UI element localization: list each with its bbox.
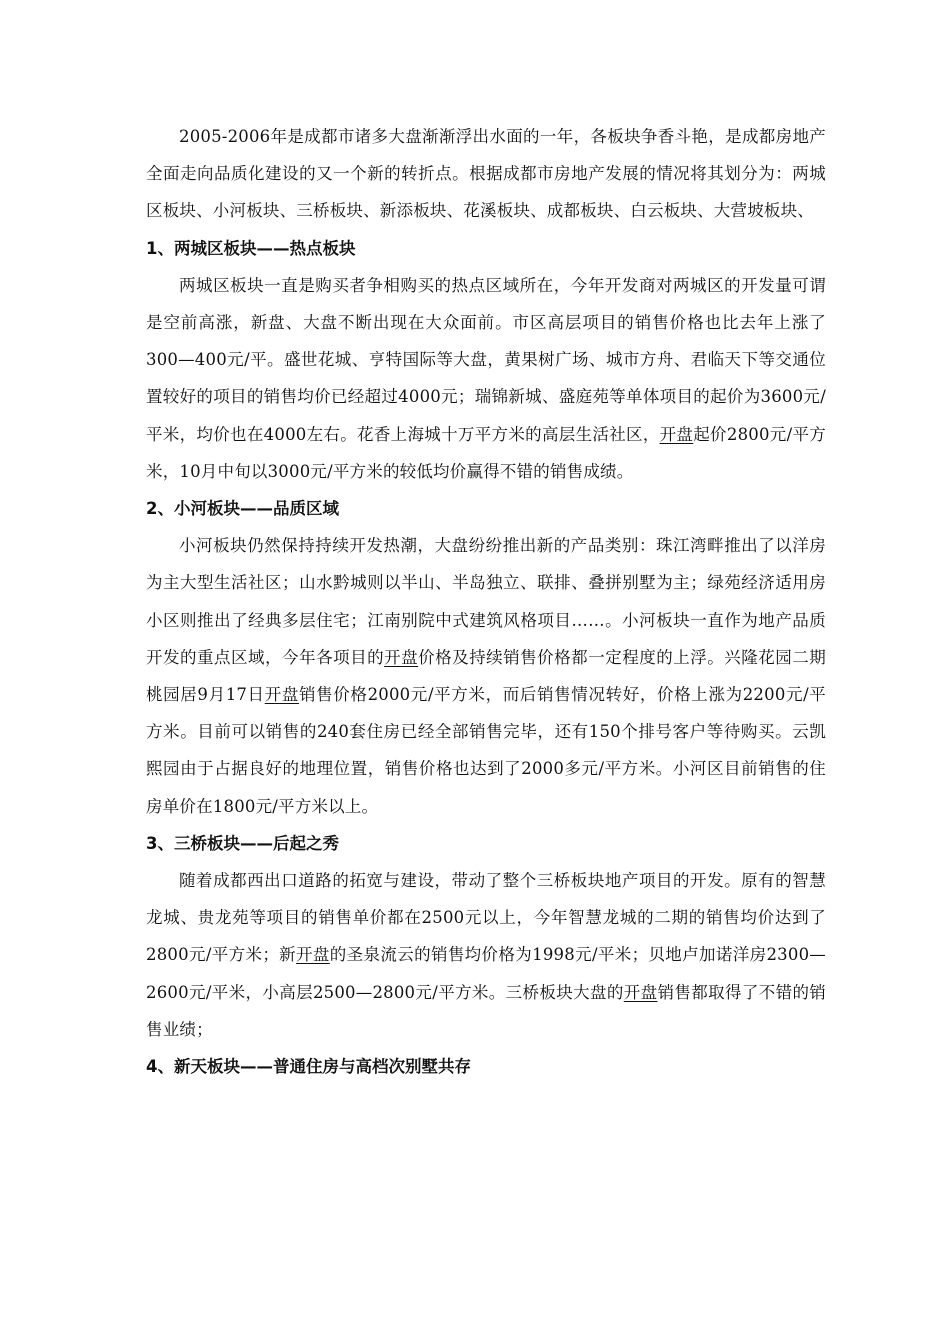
section-2-heading: 2、小河板块——品质区域 [146,499,339,519]
section-1-heading: 1、两城区板块——热点板块 [146,238,356,258]
section-3-paragraph [146,862,826,1048]
text-run: 价格及持续销售价格都一定程度的上浮。兴隆花园二期桃园居9月17日 [146,647,826,705]
section-1-paragraph [146,267,826,490]
text-run: 销售都取得了不错的销售业绩； [146,982,827,1039]
underlined-term: 开盘 [659,424,694,444]
underlined-term: 开盘 [264,685,299,705]
underlined-term: 开盘 [296,945,330,965]
text-run: 销售价格2000元/平方米，而后销售情况转好，价格上涨为2200元/平方米。目前可以销售的240套住房已经全部销售完毕，还有150个排号客户等待购买。云凯熙园由于占据良好的地理位置，销售价格也达到了2000多元/平方米。小河区目前销售的住房单价在1800元/平方米以上。 [146,685,827,816]
document-page [146,118,826,1085]
text-run: 小河板块仍然保持持续开发热潮，大盘纷纷推出新的产品类别：珠江湾畔推出了以洋房为主大型生活社区；山水黔城则以半山、半岛独立、联排、叠拼别墅为主；绿苑经济适用房小区则推出了经典多层住宅；江南别院中式建筑风格项目……。小河板块一直作为地产品质开发的重点区域，今年各项目的 [146,536,826,667]
intro-paragraph: 2005-2006年是成都市诸多大盘渐渐浮出水面的一年，各板块争香斗艳，是成都房地产全面走向品质化建设的又一个新的转折点。根据成都市房地产发展的情况将其划分为：两城区板块、小河板块、三桥板块、新添板块、花溪板块、成都板块、白云板块、大营坡板块、 [146,127,826,221]
section-3-heading: 3、三桥板块——后起之秀 [146,833,339,853]
text-run: 两城区板块一直是购买者争相购买的热点区域所在，今年开发商对两城区的开发量可谓是空前高涨，新盘、大盘不断出现在大众面前。市区高层项目的销售价格也比去年上涨了300—400元/平。盛世花城、亨特国际等大盘，黄果树广场、城市方舟、君临天下等交通位置较好的项目的销售均价已经超过4000元；瑞锦新城、盛庭苑等单体项目的起价为3600元/平米，均价也在4000左右。花香上海城十万平方米的高层生活社区， [146,275,826,444]
text-run: 的圣泉流云的销售均价格为1998元/平米；贝地卢加诺洋房2300—2600元/平米，小高层2500—2800元/平方米。三桥板块大盘的 [146,945,826,1002]
section-4-heading: 4、新天板块——普通住房与高档次别墅共存 [146,1057,471,1077]
section-2-paragraph [146,527,826,825]
underlined-term: 开盘 [384,647,419,667]
text-run: 随着成都西出口道路的拓宽与建设，带动了整个三桥板块地产项目的开发。原有的智慧龙城、贵龙苑等项目的销售单价都在2500元以上，今年智慧龙城的二期的销售均价达到了2800元/平方米；新 [146,871,826,965]
text-run: 起价2800元/平方米，10月中旬以3000元/平方米的较低均价赢得不错的销售成绩。 [146,424,826,481]
underlined-term: 开盘 [623,982,658,1002]
